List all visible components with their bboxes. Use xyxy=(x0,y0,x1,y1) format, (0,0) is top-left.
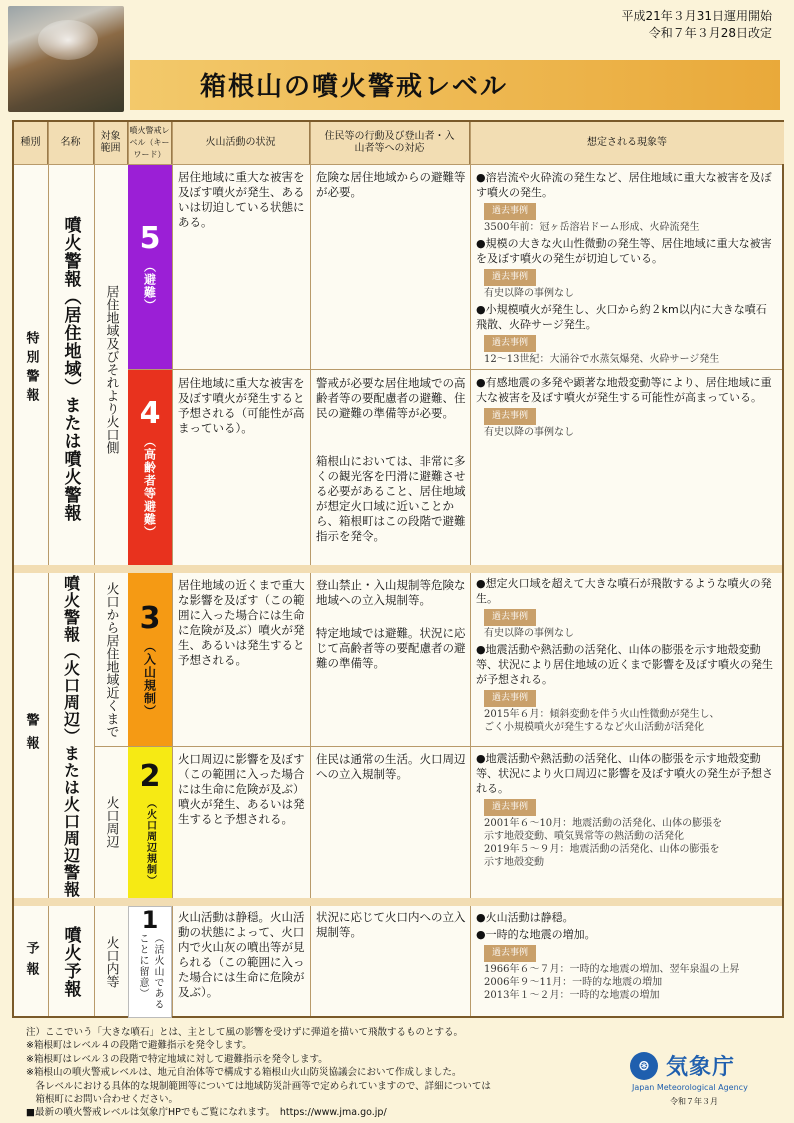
footnote-line: 箱根町にお問い合わせください。 xyxy=(26,1094,179,1106)
past-case-text: 有史以降の事例なし xyxy=(484,288,574,299)
phenomenon-item xyxy=(476,302,776,332)
range-special: 居住地域及びそれより火口側 xyxy=(103,284,119,454)
level-5-cell xyxy=(128,165,172,369)
past-case-tag: 過去事例 xyxy=(484,269,536,286)
name-special: 噴火警報（居住地域）または噴火警報 xyxy=(60,216,81,522)
jma-name: 気象庁 xyxy=(666,1055,736,1080)
range-lv1: 火口内等 xyxy=(103,936,119,988)
past-case-tag: 過去事例 xyxy=(484,335,536,352)
level-2-keyword: （火口周辺規制） xyxy=(144,797,156,886)
date-revised: 令和７年３月28日改定 xyxy=(648,26,772,40)
footnote-line: 各レベルにおける具体的な規制範囲等については地域防災計画等で定められていますので、詳細については xyxy=(26,1080,491,1092)
bullet-icon: ● xyxy=(476,237,486,250)
col-header-type: 種別 xyxy=(14,122,48,164)
phenomena-lv3 xyxy=(476,574,776,734)
level-3-keyword: （入山規制） xyxy=(142,639,157,718)
phenomenon-item xyxy=(476,751,776,796)
phenomenon-text: 地震活動や熱活動の活発化、山体の膨張を示す地殻変動等、状況により居住地域の近くまで影響を及ぼす噴火の発生が予想される。 xyxy=(476,643,773,686)
col-header-name: 名称 xyxy=(48,122,94,164)
activity-lv2: 火口周辺に影響を及ぼす（この範囲に入った場合には生命に危険が及ぶ）噴火が発生、あるいは発生すると予想される。 xyxy=(178,752,305,826)
phenomenon-text: 規模の大きな火山性微動の発生等、居住地域に重大な被害を及ぼす噴火の発生が切迫している。 xyxy=(476,237,772,265)
level-4-cell xyxy=(128,370,172,565)
jma-emblem-icon: ⊛ xyxy=(630,1052,658,1080)
col-header-activity: 火山活動の状況 xyxy=(172,122,310,164)
divider xyxy=(128,369,782,370)
phenomenon-item xyxy=(476,576,776,606)
past-case-text: 12～13世紀：大涌谷で水蒸気爆発、火砕サージ発生 xyxy=(484,354,720,365)
bullet-icon: ● xyxy=(476,643,486,656)
bullet-icon: ● xyxy=(476,171,486,184)
phenomenon-item xyxy=(476,170,776,200)
date-start: 平成21年３月31日運用開始 xyxy=(621,9,772,23)
action-lv4-a: 警戒が必要な居住地域での高齢者等の要配慮者の避難、住民の避難の準備等が必要。 xyxy=(316,376,466,420)
phenomenon-text: 火山活動は静穏。 xyxy=(485,911,574,924)
category-warning: 警報 xyxy=(23,713,39,759)
level-1-cell xyxy=(128,906,172,1018)
phenomenon-text: 想定火口域を超えて大きな噴石が飛散するような噴火の発生。 xyxy=(476,577,772,605)
past-case-text: 2019年５～９月：地震活動の活発化、山体の膨張を xyxy=(484,844,720,855)
phenomenon-item xyxy=(476,642,776,687)
bullet-icon: ● xyxy=(476,303,486,316)
phenomena-lv2 xyxy=(476,749,776,869)
past-case-text: 2001年６～10月：地震活動の活発化、山体の膨張を xyxy=(484,818,723,829)
action-lv5: 危険な居住地域からの避難等が必要。 xyxy=(316,170,466,199)
footnote-line: ■最新の噴火警戒レベルは気象庁HPでもご覧になれます。 https://www.jma.go.jp/ xyxy=(26,1107,387,1119)
section-divider xyxy=(14,898,782,906)
name-warning: 噴火警報（火口周辺）または火口周辺警報 xyxy=(61,574,81,898)
past-case-text: 示す地殻変動 xyxy=(484,857,544,868)
col-header-action: 住民等の行動及び登山者・入山者等への対応 xyxy=(310,122,470,164)
footnotes xyxy=(26,1026,586,1120)
section-divider xyxy=(14,565,782,573)
bullet-icon: ● xyxy=(476,911,486,924)
past-case-text: 1966年６～７月：一時的な地震の増加、翌年泉温の上昇 xyxy=(484,964,740,975)
action-lv2: 住民は通常の生活。火口周辺への立入規制等。 xyxy=(316,752,466,781)
jma-english-name: Japan Meteorological Agency xyxy=(632,1083,748,1092)
past-case-text: 2006年９～11月：一時的な地震の増加 xyxy=(484,977,663,988)
level-1-keyword: （活火山であることに留意） xyxy=(137,933,163,1010)
phenomenon-item xyxy=(476,910,776,925)
activity-lv4: 居住地域に重大な被害を及ぼす噴火が発生すると予想される（可能性が高まっている）。 xyxy=(178,376,305,435)
phenomenon-text: 有感地震の多発や顕著な地殻変動等により、居住地域に重大な被害を及ぼす噴火が発生する可能性が高まっている。 xyxy=(476,376,772,404)
divider xyxy=(94,746,782,747)
past-case-text: 有史以降の事例なし xyxy=(484,628,574,639)
footnote-line: ※箱根町はレベル４の段階で避難指示を発令します。 xyxy=(26,1040,252,1052)
level-3-number: 3 xyxy=(139,600,161,636)
phenomenon-item xyxy=(476,375,776,405)
activity-lv1: 火山活動は静穏。火山活動の状態によって、火口内で火山灰の噴出等が見られる（この範囲に入った場合には生命に危険が及ぶ）。 xyxy=(178,910,305,999)
phenomenon-text: 地震活動や熱活動の活発化、山体の膨張を示す地殻変動等、状況により火口周辺に影響を及ぼす噴火の発生が予想される。 xyxy=(476,752,773,795)
level-4-number: 4 xyxy=(139,395,161,431)
past-case-tag: 過去事例 xyxy=(484,945,536,962)
past-case-text: 示す地殻変動、噴気異常等の熱活動の活発化 xyxy=(484,831,684,842)
volcano-photo xyxy=(8,6,124,112)
phenomenon-text: 溶岩流や火砕流の発生など、居住地域に重大な被害を及ぼす噴火の発生。 xyxy=(476,171,772,199)
action-lv3-b: 特定地域では避難。状況に応じて高齢者等の要配慮者の避難の準備等。 xyxy=(316,626,466,670)
footnote-line: ※箱根山の噴火警戒レベルは、地元自治体等で構成する箱根山火山防災協議会において作成しました。 xyxy=(26,1067,462,1079)
category-forecast: 予報 xyxy=(23,941,39,983)
phenomena-lv5 xyxy=(476,168,776,366)
page-title: 箱根山の噴火警戒レベル xyxy=(200,72,509,102)
alert-level-table xyxy=(12,120,784,1018)
level-1-number: 1 xyxy=(141,906,159,934)
past-case-text: 2015年６月：傾斜変動を伴う火山性微動が発生し、 xyxy=(484,709,720,720)
phenomenon-item xyxy=(476,927,776,942)
bullet-icon: ● xyxy=(476,752,486,765)
bullet-icon: ● xyxy=(476,376,486,389)
logo-date: 令和７年３月 xyxy=(670,1097,718,1106)
past-case-text: 2013年１～２月：一時的な地震の増加 xyxy=(484,990,660,1001)
phenomena-lv4 xyxy=(476,373,776,439)
phenomenon-text: 一時的な地震の増加。 xyxy=(485,928,596,941)
level-5-number: 5 xyxy=(139,221,161,256)
phenomenon-text: 小規模噴火が発生し、火口から約２km以内に大きな噴石飛散、火砕サージ発生。 xyxy=(476,303,767,331)
category-special: 特別警報 xyxy=(23,331,39,407)
bullet-icon: ● xyxy=(476,577,486,590)
level-2-cell xyxy=(128,747,172,898)
action-lv4-b: 箱根山においては、非常に多くの観光客を円滑に避難させる必要があること、居住地域が想定火口域に近いことから、箱根町はこの段階で避難指示を発令。 xyxy=(316,454,466,543)
footnote-line: 注）ここでいう「大きな噴石」とは、主として風の影響を受けずに弾道を描いて飛散するものとする。 xyxy=(26,1027,464,1038)
activity-lv3: 居住地域の近くまで重大な影響を及ぼす（この範囲に入った場合には生命に危険が及ぶ）噴火が発生、あるいは発生すると予想される。 xyxy=(178,578,305,667)
date-block xyxy=(621,8,772,42)
range-lv3: 火口から居住地域近くまで xyxy=(103,582,119,738)
past-case-text: 3500年前：冠ヶ岳溶岩ドーム形成、火砕流発生 xyxy=(484,222,700,233)
col-header-phenomena: 想定される現象等 xyxy=(470,122,784,164)
footnote-line: ※箱根町はレベル３の段階で特定地域に対して避難指示を発令します。 xyxy=(26,1053,328,1065)
action-lv1: 状況に応じて火口内への立入規制等。 xyxy=(316,910,466,939)
past-case-text: 有史以降の事例なし xyxy=(484,427,574,438)
past-case-tag: 過去事例 xyxy=(484,408,536,425)
past-case-text: ごく小規模噴火が発生するなど火山活動が活発化 xyxy=(484,722,704,733)
level-2-number: 2 xyxy=(139,758,161,794)
col-header-range: 対象範囲 xyxy=(94,122,128,164)
range-lv2: 火口周辺 xyxy=(103,796,119,848)
action-lv3-a: 登山禁止・入山規制等危険な地域への立入規制等。 xyxy=(316,578,466,607)
name-forecast: 噴火予報 xyxy=(60,926,81,998)
col-header-level: 噴火警戒レベル（キーワード） xyxy=(128,122,172,164)
past-case-tag: 過去事例 xyxy=(484,799,536,816)
phenomenon-item xyxy=(476,236,776,266)
steam-plume xyxy=(38,20,98,60)
past-case-tag: 過去事例 xyxy=(484,609,536,626)
past-case-tag: 過去事例 xyxy=(484,203,536,220)
activity-lv5: 居住地域に重大な被害を及ぼす噴火が発生、あるいは切迫している状態にある。 xyxy=(178,170,305,229)
level-4-keyword: （高齢者等避難） xyxy=(142,434,157,539)
level-5-keyword: （避難） xyxy=(142,260,157,312)
phenomena-lv1 xyxy=(476,908,776,1002)
past-case-tag: 過去事例 xyxy=(484,690,536,707)
bullet-icon: ● xyxy=(476,928,486,941)
level-3-cell xyxy=(128,573,172,746)
